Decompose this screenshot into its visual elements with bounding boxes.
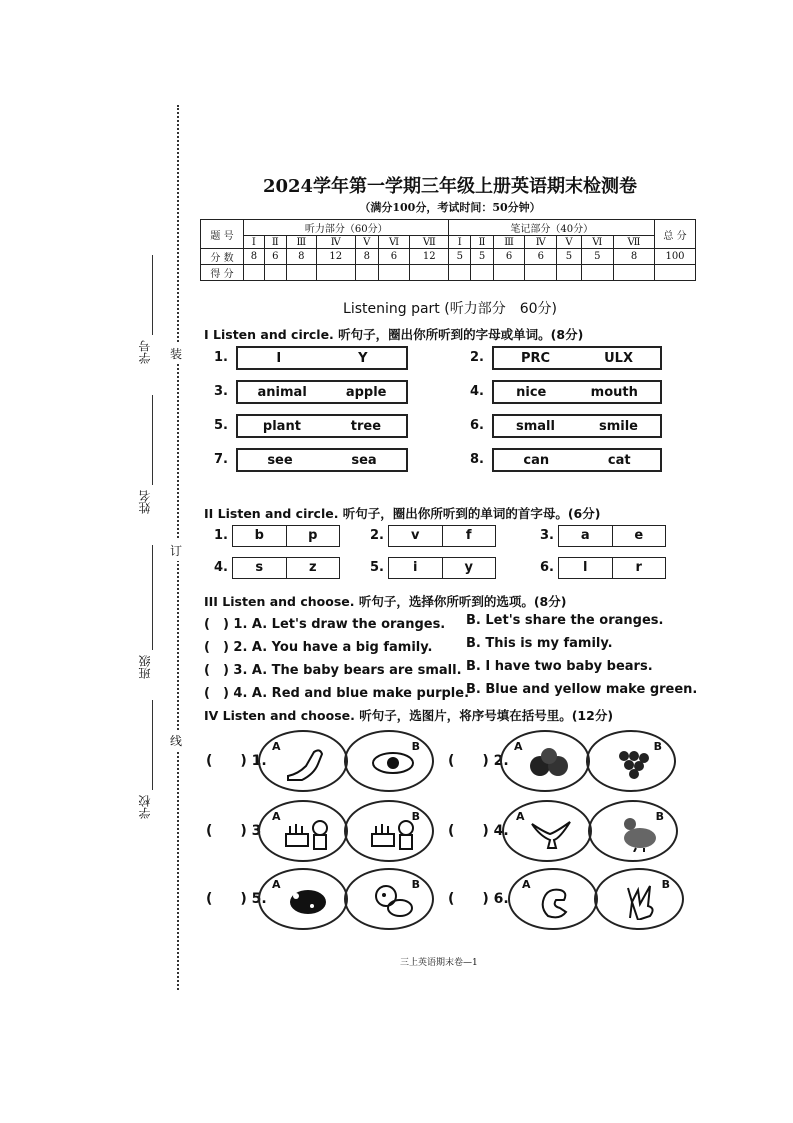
choice-a[interactable]: can xyxy=(523,452,550,468)
answer-paren[interactable]: ( ) 4. xyxy=(448,823,509,839)
hand-icon xyxy=(534,882,580,920)
points-cell: 5 xyxy=(557,249,581,265)
answer-paren[interactable]: ( ) 6. xyxy=(448,891,509,907)
choice-b[interactable]: cat xyxy=(607,452,631,468)
points-cell: 8 xyxy=(355,249,378,265)
picture-option-a[interactable] xyxy=(258,800,348,862)
option-a-label: A xyxy=(522,878,531,891)
score-blank-cell[interactable] xyxy=(286,265,316,281)
question-option-a[interactable]: ( ) 3. A. The baby bears are small. xyxy=(204,663,462,678)
fruit-icon xyxy=(526,744,572,782)
choice-b[interactable]: apple xyxy=(345,384,387,400)
choice-a[interactable]: I xyxy=(276,350,282,366)
arm-icon xyxy=(284,744,330,782)
choice-a[interactable]: v xyxy=(411,528,420,543)
word-choice-box xyxy=(492,414,662,438)
points-cell: 5 xyxy=(449,249,471,265)
option-b-label: B xyxy=(411,740,420,753)
choice-b[interactable]: ULX xyxy=(604,350,633,366)
choice-a[interactable]: i xyxy=(413,560,418,575)
score-blank-cell[interactable] xyxy=(316,265,355,281)
points-cell: 8 xyxy=(244,249,265,265)
choice-b[interactable]: f xyxy=(442,526,496,546)
row-head-score: 得 分 xyxy=(201,265,244,281)
question-option-a[interactable]: ( ) 2. A. You have a big family. xyxy=(204,640,433,655)
total-head: 总 分 xyxy=(655,220,696,249)
choice-a[interactable]: PRC xyxy=(521,350,551,366)
numeral-cell: Ⅶ xyxy=(614,236,655,249)
bird-icon xyxy=(528,814,574,852)
letter-choice-box xyxy=(558,525,666,547)
choice-b[interactable]: e xyxy=(612,526,666,546)
exam-subtitle: （满分100分，考试时间：50分钟） xyxy=(359,201,541,214)
score-blank-cell[interactable] xyxy=(655,265,696,281)
choice-a[interactable]: s xyxy=(255,560,264,575)
listening-part-title: Listening part (听力部分 60分) xyxy=(343,301,557,317)
picture-option-a[interactable] xyxy=(508,868,598,930)
picture-option-b[interactable] xyxy=(344,868,434,930)
points-cell: 8 xyxy=(286,249,316,265)
score-table xyxy=(200,219,696,281)
score-blank-cell[interactable] xyxy=(244,265,265,281)
choice-a[interactable]: a xyxy=(580,528,590,543)
points-row xyxy=(201,249,696,265)
score-row xyxy=(201,265,696,281)
option-a-label: A xyxy=(272,740,281,753)
choice-b[interactable]: y xyxy=(442,558,496,578)
choice-b[interactable]: smile xyxy=(598,418,638,434)
row-head-number: 题 号 xyxy=(201,220,244,249)
option-b-label: B xyxy=(661,878,670,891)
option-a-label: A xyxy=(514,740,523,753)
name-line xyxy=(152,395,153,485)
option-b-label: B xyxy=(411,878,420,891)
points-total-cell: 100 xyxy=(655,249,696,265)
choice-b[interactable]: mouth xyxy=(590,384,638,400)
item-number: 6. xyxy=(470,418,484,433)
numeral-cell: Ⅲ xyxy=(493,236,524,249)
letter-choice-box xyxy=(232,525,340,547)
duck-icon xyxy=(614,814,660,852)
numeral-cell: Ⅰ xyxy=(449,236,471,249)
points-cell: 5 xyxy=(581,249,613,265)
points-cell: 12 xyxy=(316,249,355,265)
picture-option-b[interactable] xyxy=(344,730,434,792)
eye-icon xyxy=(370,744,416,782)
answer-paren[interactable]: ( ) 5. xyxy=(206,891,267,907)
numeral-cell: Ⅰ xyxy=(244,236,265,249)
points-cell: 8 xyxy=(614,249,655,265)
item-number: 1. xyxy=(214,528,228,543)
choice-a[interactable]: l xyxy=(583,560,588,575)
question-option-b[interactable]: B. Let's share the oranges. xyxy=(466,613,664,628)
points-cell: 6 xyxy=(525,249,557,265)
option-b-label: B xyxy=(411,810,420,823)
letter-choice-box xyxy=(558,557,666,579)
cake-icon xyxy=(284,814,330,852)
item-number: 2. xyxy=(370,528,384,543)
points-cell: 6 xyxy=(493,249,524,265)
picture-option-a[interactable] xyxy=(258,730,348,792)
item-number: 5. xyxy=(214,418,228,433)
bind-mark-ding: 订 xyxy=(170,540,182,561)
answer-paren[interactable]: ( ) 2. xyxy=(448,753,509,769)
school-line xyxy=(152,700,153,790)
class-line xyxy=(152,545,153,650)
choice-a[interactable]: see xyxy=(267,452,293,468)
letter-choice-box xyxy=(388,557,496,579)
student-id-line xyxy=(152,255,153,335)
item-number: 3. xyxy=(540,528,554,543)
word-choice-box xyxy=(492,380,662,404)
choice-b[interactable]: r xyxy=(612,558,666,578)
question-option-a[interactable]: ( ) 4. A. Red and blue make purple. xyxy=(204,686,470,701)
choice-b[interactable]: sea xyxy=(351,452,377,468)
listening-head: 听力部分（60分） xyxy=(244,220,449,236)
score-blank-cell[interactable] xyxy=(471,265,494,281)
numeral-cell: Ⅵ xyxy=(378,236,409,249)
bind-mark-zhuang: 装 xyxy=(170,343,182,364)
writing-head: 笔记部分（40分） xyxy=(449,220,655,236)
option-a-label: A xyxy=(516,810,525,823)
item-number: 3. xyxy=(214,384,228,399)
item-number: 2. xyxy=(470,350,484,365)
choice-b[interactable]: Y xyxy=(358,350,368,366)
score-blank-cell[interactable] xyxy=(378,265,409,281)
score-blank-cell[interactable] xyxy=(581,265,613,281)
page-footer: 三上英语期末卷—1 xyxy=(400,958,478,968)
word-choice-box xyxy=(236,380,408,404)
word-choice-box xyxy=(492,448,662,472)
numeral-cell: Ⅳ xyxy=(525,236,557,249)
item-number: 6. xyxy=(540,560,554,575)
choice-a[interactable]: plant xyxy=(262,418,301,434)
item-number: 4. xyxy=(470,384,484,399)
section3-title: III Listen and choose. 听句子，选择你所听到的选项。(8分) xyxy=(204,594,567,609)
numeral-cell: Ⅴ xyxy=(355,236,378,249)
grapes-icon xyxy=(612,744,658,782)
question-option-b[interactable]: B. I have two baby bears. xyxy=(466,659,653,674)
name-label: 姓名 xyxy=(138,490,152,514)
points-cell: 5 xyxy=(471,249,494,265)
school-label: 学校 xyxy=(138,795,152,819)
section1-title: I Listen and circle. 听句子，圈出你所听到的字母或单词。(8分) xyxy=(204,327,584,342)
picture-option-a[interactable] xyxy=(500,730,590,792)
numeral-cell: Ⅱ xyxy=(264,236,286,249)
choice-b[interactable]: p xyxy=(286,526,340,546)
question-option-b[interactable]: B. This is my family. xyxy=(466,636,613,651)
answer-paren[interactable]: ( ) 3 xyxy=(206,823,262,839)
item-number: 4. xyxy=(214,560,228,575)
letter-choice-box xyxy=(388,525,496,547)
score-blank-cell[interactable] xyxy=(493,265,524,281)
dog-icon xyxy=(284,882,330,920)
numeral-cell: Ⅶ xyxy=(410,236,449,249)
row-head-points: 分 数 xyxy=(201,249,244,265)
choice-a[interactable]: small xyxy=(516,418,555,434)
picture-option-b[interactable] xyxy=(586,730,676,792)
score-blank-cell[interactable] xyxy=(449,265,471,281)
choice-a[interactable]: nice xyxy=(516,384,547,400)
word-choice-box xyxy=(236,346,408,370)
score-blank-cell[interactable] xyxy=(557,265,581,281)
letter-choice-box xyxy=(232,557,340,579)
bind-mark-xian: 线 xyxy=(170,730,182,751)
item-number: 5. xyxy=(370,560,384,575)
option-a-label: A xyxy=(272,878,281,891)
section4-title: IV Listen and choose. 听句子，选图片，将序号填在括号里。(12分) xyxy=(204,708,614,723)
points-cell: 6 xyxy=(264,249,286,265)
item-number: 7. xyxy=(214,452,228,467)
numeral-cell: Ⅱ xyxy=(471,236,494,249)
numeral-cell: Ⅴ xyxy=(557,236,581,249)
numeral-cell: Ⅲ xyxy=(286,236,316,249)
question-option-a[interactable]: ( ) 1. A. Let's draw the oranges. xyxy=(204,617,446,632)
cake-icon xyxy=(370,814,416,852)
choice-b[interactable]: tree xyxy=(350,418,382,434)
choice-a[interactable]: animal xyxy=(257,384,307,400)
picture-option-a[interactable] xyxy=(258,868,348,930)
picture-option-b[interactable] xyxy=(344,800,434,862)
word-choice-box xyxy=(236,448,408,472)
picture-option-b[interactable] xyxy=(588,800,678,862)
answer-paren[interactable]: ( ) 1. xyxy=(206,753,267,769)
score-blank-cell[interactable] xyxy=(410,265,449,281)
numeral-cell: Ⅳ xyxy=(316,236,355,249)
numeral-row xyxy=(201,236,696,249)
points-cell: 6 xyxy=(378,249,409,265)
hand-icon xyxy=(620,882,666,920)
section2-title: II Listen and circle. 听句子，圈出你所听到的单词的首字母。(6分) xyxy=(204,506,601,521)
picture-option-a[interactable] xyxy=(502,800,592,862)
option-a-label: A xyxy=(272,810,281,823)
choice-a[interactable]: b xyxy=(254,528,264,543)
picture-option-b[interactable] xyxy=(594,868,684,930)
score-blank-cell[interactable] xyxy=(614,265,655,281)
item-number: 8. xyxy=(470,452,484,467)
word-choice-box xyxy=(236,414,408,438)
score-blank-cell[interactable] xyxy=(525,265,557,281)
exam-title: 2024学年第一学期三年级上册英语期末检测卷 xyxy=(262,176,638,197)
numeral-cell: Ⅵ xyxy=(581,236,613,249)
item-number: 1. xyxy=(214,350,228,365)
score-blank-cell[interactable] xyxy=(355,265,378,281)
class-label: 班级 xyxy=(138,655,152,679)
option-b-label: B xyxy=(653,740,662,753)
option-b-label: B xyxy=(655,810,664,823)
choice-b[interactable]: z xyxy=(286,558,340,578)
score-blank-cell[interactable] xyxy=(264,265,286,281)
word-choice-box xyxy=(492,346,662,370)
dog-icon xyxy=(370,882,416,920)
points-cell: 12 xyxy=(410,249,449,265)
question-option-b[interactable]: B. Blue and yellow make green. xyxy=(466,682,698,697)
student-id-label: 学号 xyxy=(138,340,152,364)
